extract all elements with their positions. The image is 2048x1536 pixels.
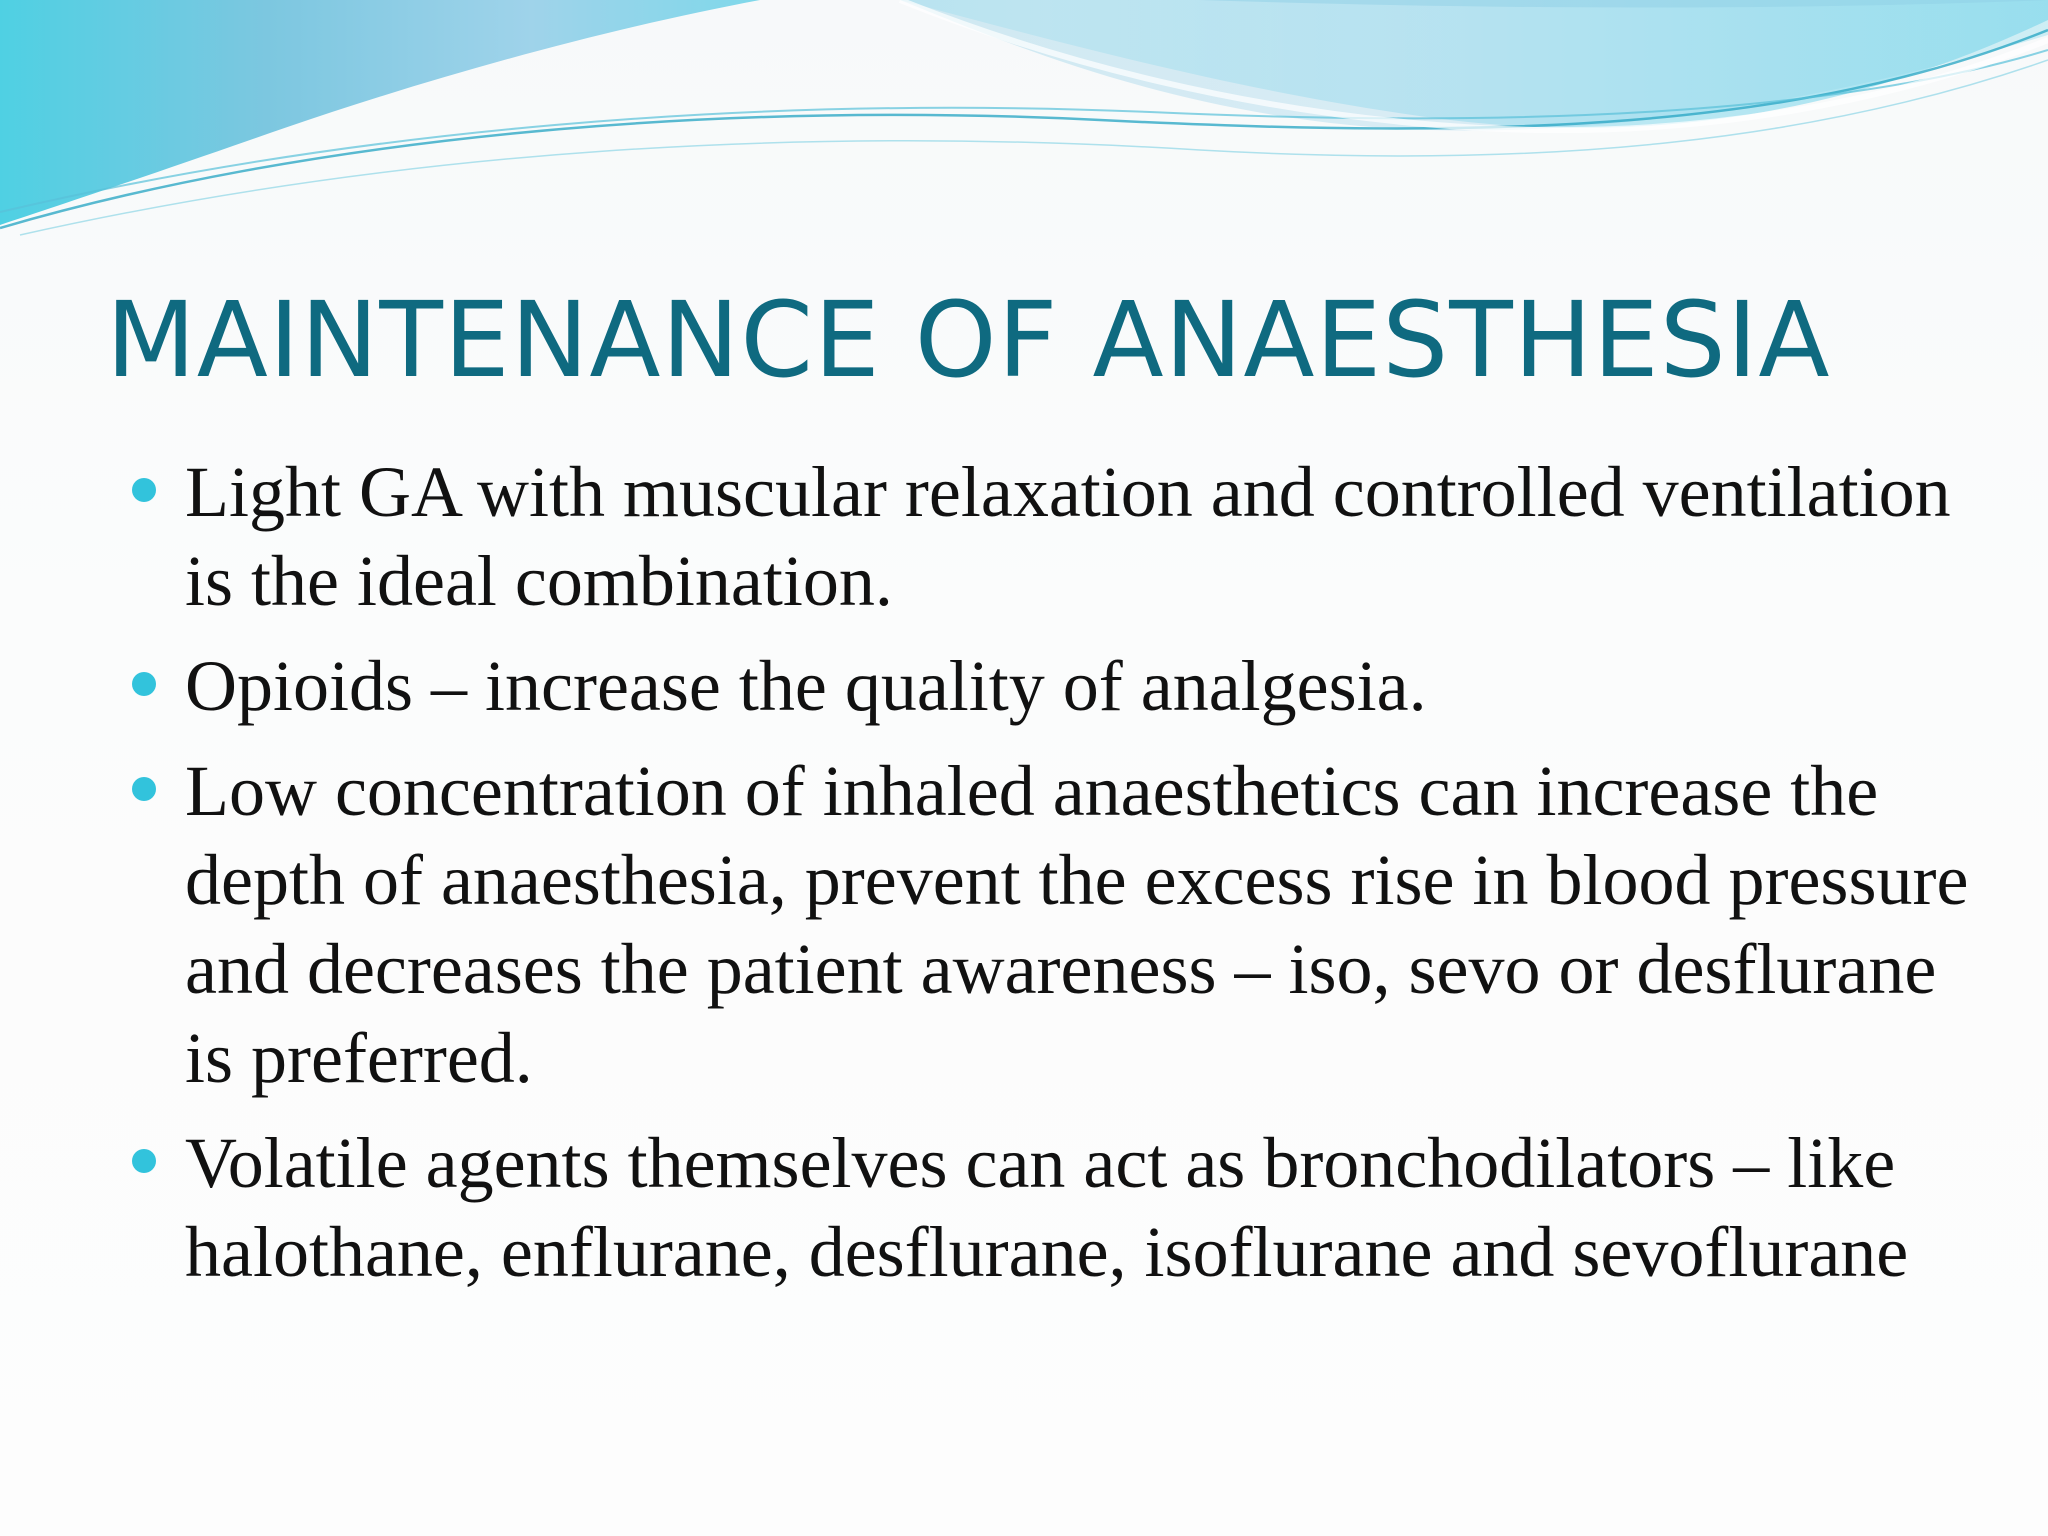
bullet-item — [0, 747, 2048, 1103]
bullet-marker-icon — [132, 1149, 156, 1173]
bullet-item — [0, 448, 2048, 626]
bullet-marker-icon — [132, 777, 156, 801]
bullet-item — [0, 1119, 2048, 1297]
bullet-text: Volatile agents themselves can act as bronchodilators – like halothane, enflurane, desflurane, isoflurane and sevoflurane — [185, 1123, 1909, 1292]
slide-title: MAINTENANCE OF ANAESTHESIA — [106, 279, 1831, 401]
bullet-item — [0, 642, 2048, 731]
bullet-text: Light GA with muscular relaxation and controlled ventilation is the ideal combination. — [185, 452, 1951, 621]
header-wave-decoration — [0, 0, 2048, 260]
bullet-marker-icon — [132, 672, 156, 696]
bullet-text: Opioids – increase the quality of analgesia. — [185, 646, 1427, 726]
bullet-text: Low concentration of inhaled anaesthetics can increase the depth of anaesthesia, prevent the excess rise in blood pressure and decreases the patient awareness – iso, sevo or desflurane is preferred. — [185, 751, 1969, 1098]
bullet-list — [0, 448, 2048, 1297]
bullet-marker-icon — [132, 478, 156, 502]
